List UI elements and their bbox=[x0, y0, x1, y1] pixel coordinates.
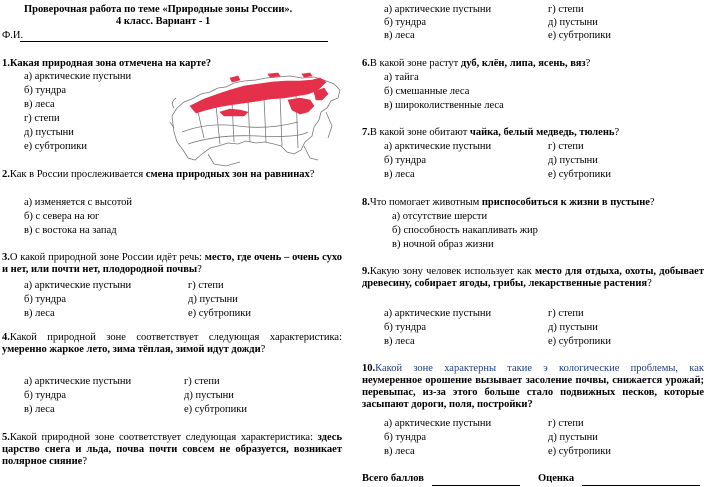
q2-option-b[interactable]: б) с севера на юг bbox=[24, 211, 100, 222]
q6-option-v[interactable]: в) широколиственные леса bbox=[384, 100, 504, 111]
q4-option-a[interactable]: а) арктические пустыни bbox=[24, 376, 132, 387]
q1-option-v[interactable]: в) леса bbox=[24, 99, 55, 110]
q4-option-b[interactable]: б) тундра bbox=[24, 390, 67, 401]
q9-option-b[interactable]: б) тундра bbox=[384, 322, 427, 333]
q3-option-b[interactable]: б) тундра bbox=[24, 294, 67, 305]
q4-option-d[interactable]: д) пустыни bbox=[184, 390, 234, 401]
q4-option-v[interactable]: в) леса bbox=[24, 404, 55, 415]
russia-map bbox=[168, 72, 344, 170]
q4-option-e[interactable]: е) субтропики bbox=[184, 404, 247, 415]
fio-underline[interactable] bbox=[20, 41, 328, 42]
q8-text: 8.Что помогает животным приспособиться к жизни в пустыне? bbox=[362, 197, 655, 208]
q9-option-a[interactable]: а) арктические пустыни bbox=[384, 308, 492, 319]
title-line-2: 4 класс. Вариант - 1 bbox=[116, 16, 211, 27]
q5-option-v[interactable]: в) леса bbox=[384, 30, 415, 41]
q1-text: 1.Какая природная зона отмечена на карте? bbox=[2, 58, 212, 69]
q10-option-b[interactable]: б) тундра bbox=[384, 432, 427, 443]
grade-line[interactable] bbox=[582, 485, 700, 486]
q5-option-g[interactable]: г) степи bbox=[548, 4, 584, 15]
q10-option-g[interactable]: г) степи bbox=[548, 418, 584, 429]
q9-option-e[interactable]: е) субтропики bbox=[548, 336, 611, 347]
q1-option-g[interactable]: г) степи bbox=[24, 113, 60, 124]
q3-option-g[interactable]: г) степи bbox=[188, 280, 224, 291]
q3-option-a[interactable]: а) арктические пустыни bbox=[24, 280, 132, 291]
q4-option-g[interactable]: г) степи bbox=[184, 376, 220, 387]
q1-option-e[interactable]: е) субтропики bbox=[24, 141, 87, 152]
title-line-1: Проверочная работа по теме «Природные зоны России». bbox=[24, 4, 293, 15]
q5-option-a[interactable]: а) арктические пустыни bbox=[384, 4, 492, 15]
grade-label: Оценка bbox=[538, 473, 575, 484]
q4-text: 4.Какой природной зоне соответствует следующая характеристика: умеренно жаркое лето, зима тёплая, зимой идут дожди? bbox=[2, 332, 342, 355]
q2-option-v[interactable]: в) с востока на запад bbox=[24, 225, 117, 236]
q5-option-e[interactable]: е) субтропики bbox=[548, 30, 611, 41]
q3-text: 3.О какой природной зоне России идёт речь: место, где очень – очень сухо и нет, или почти нет, плодородной почвы? bbox=[2, 252, 342, 275]
q7-option-b[interactable]: б) тундра bbox=[384, 155, 427, 166]
q7-option-v[interactable]: в) леса bbox=[384, 169, 415, 180]
q7-text: 7.В какой зоне обитают чайка, белый медведь, тюлень? bbox=[362, 127, 620, 138]
q8-option-v[interactable]: в) ночной образ жизни bbox=[392, 239, 494, 250]
q7-option-d[interactable]: д) пустыни bbox=[548, 155, 598, 166]
q6-text: 6.В какой зоне растут дуб, клён, липа, ясень, вяз? bbox=[362, 58, 591, 69]
q6-option-a[interactable]: а) тайга bbox=[384, 72, 419, 83]
total-score-label: Всего баллов bbox=[362, 473, 424, 484]
q6-option-b[interactable]: б) смешанные леса bbox=[384, 86, 470, 97]
q1-option-d[interactable]: д) пустыни bbox=[24, 127, 74, 138]
q7-option-a[interactable]: а) арктические пустыни bbox=[384, 141, 492, 152]
total-score-line[interactable] bbox=[432, 485, 520, 486]
q5-option-d[interactable]: д) пустыни bbox=[548, 17, 598, 28]
q2-option-a[interactable]: а) изменяется с высотой bbox=[24, 197, 133, 208]
q2-text: 2.Как в России прослеживается смена природных зон на равнинах? bbox=[2, 169, 315, 180]
q9-option-g[interactable]: г) степи bbox=[548, 308, 584, 319]
q10-option-a[interactable]: а) арктические пустыни bbox=[384, 418, 492, 429]
q9-option-d[interactable]: д) пустыни bbox=[548, 322, 598, 333]
q5-option-b[interactable]: б) тундра bbox=[384, 17, 427, 28]
q9-text: 9.Какую зону человек использует как место для отдыха, охоты, добывает древесину, собирает ягоды, грибы, лекарственные растения? bbox=[362, 266, 704, 289]
q10-text: 10.Какой зоне характерны такие э кологические проблемы, как неумеренное орошение вызывает засоление почвы, снижается урожай; перевыпас, из-за этого больше стало подвижных песков, которые засыпают дороги, поля, постройки? bbox=[362, 363, 704, 410]
q8-option-a[interactable]: а) отсутствие шерсти bbox=[392, 211, 488, 222]
q10-option-e[interactable]: е) субтропики bbox=[548, 446, 611, 457]
q7-option-e[interactable]: е) субтропики bbox=[548, 169, 611, 180]
q3-option-d[interactable]: д) пустыни bbox=[188, 294, 238, 305]
fio-label: Ф.И. bbox=[2, 30, 24, 41]
q1-option-b[interactable]: б) тундра bbox=[24, 85, 67, 96]
q10-option-d[interactable]: д) пустыни bbox=[548, 432, 598, 443]
q1-option-a[interactable]: а) арктические пустыни bbox=[24, 71, 132, 82]
q3-option-v[interactable]: в) леса bbox=[24, 308, 55, 319]
q5-text: 5.Какой природной зоне соответствует следующая характеристика: здесь царство снега и льда, почва почти совсем не образуется, возникает полярное сияние? bbox=[2, 432, 342, 467]
q7-option-g[interactable]: г) степи bbox=[548, 141, 584, 152]
q10-option-v[interactable]: в) леса bbox=[384, 446, 415, 457]
q3-option-e[interactable]: е) субтропики bbox=[188, 308, 251, 319]
q9-option-v[interactable]: в) леса bbox=[384, 336, 415, 347]
q8-option-b[interactable]: б) способность накапливать жир bbox=[392, 225, 538, 236]
